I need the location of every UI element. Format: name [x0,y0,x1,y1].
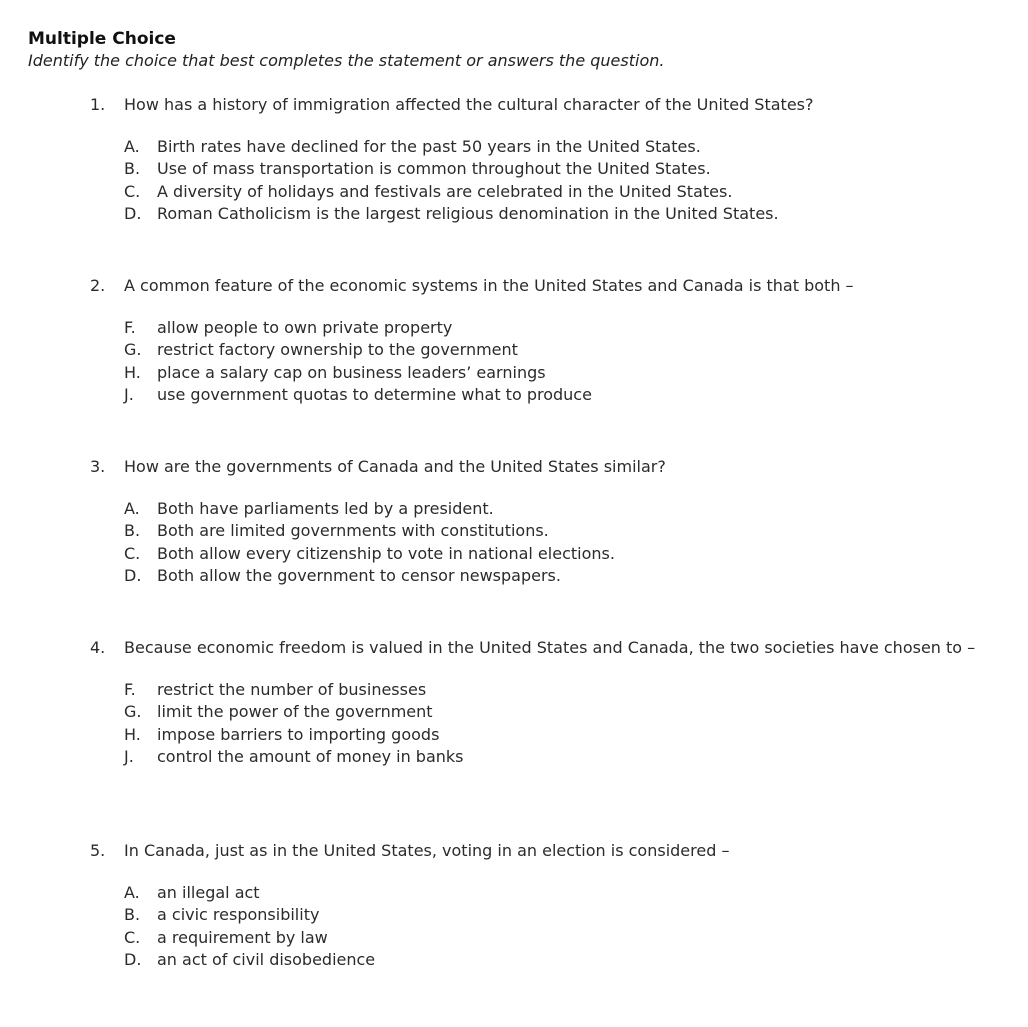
choice-h[interactable] [124,362,1000,384]
choice-letter: F. [124,318,136,337]
choice-letter: G. [124,340,142,360]
question-text: How has a history of immigration affected the cultural character of the United States? [124,95,814,114]
choice-text: Use of mass transportation is common throughout the United States. [157,159,711,179]
question-number: 2. [90,276,106,295]
choice-a[interactable] [124,882,1000,904]
question-4 [90,637,1000,768]
choice-text: control the amount of money in banks [157,746,464,766]
choice-d[interactable] [124,949,1000,971]
choice-letter: A. [124,499,140,518]
question-stem [90,94,1000,116]
section-title: Multiple Choice [28,29,176,49]
choice-text: Both have parliaments led by a president. [157,499,494,518]
choice-text: Birth rates have declined for the past 50 years in the United States. [157,137,701,156]
question-number: 4. [90,638,106,657]
choice-b[interactable] [124,158,1000,180]
choice-f[interactable] [124,317,1000,339]
choice-g[interactable] [124,339,1000,361]
choice-d[interactable] [124,565,1000,587]
question-5 [90,840,1000,971]
choice-letter: A. [124,883,140,902]
choice-j[interactable] [124,746,1000,768]
choice-letter: B. [124,159,141,179]
question-1 [90,94,1000,225]
choice-list [124,882,1000,971]
section-instructions: Identify the choice that best completes the statement or answers the question. [28,51,665,70]
choice-letter: D. [124,565,142,585]
choice-text: impose barriers to importing goods [157,724,440,744]
choice-b[interactable] [124,520,1000,542]
choice-text: Both allow the government to censor newspapers. [157,565,561,585]
choice-h[interactable] [124,724,1000,746]
choice-f[interactable] [124,679,1000,701]
choice-text: allow people to own private property [157,318,453,337]
question-number: 3. [90,457,106,476]
question-stem [90,637,1000,659]
choice-c[interactable] [124,543,1000,565]
choice-list [124,679,1000,768]
choice-letter: C. [124,181,141,201]
choice-a[interactable] [124,136,1000,158]
choice-letter: G. [124,702,142,722]
choice-letter: B. [124,905,141,925]
question-text: Because economic freedom is valued in the United States and Canada, the two societies have chosen to – [124,638,976,657]
choice-text: Roman Catholicism is the largest religious denomination in the United States. [157,203,779,223]
question-stem [90,840,1000,862]
choice-list [124,498,1000,587]
question-3 [90,456,1000,587]
question-2 [90,275,1000,406]
choice-text: an act of civil disobedience [157,949,376,969]
choice-text: a requirement by law [157,927,328,947]
choice-text: an illegal act [157,883,260,902]
choice-g[interactable] [124,701,1000,723]
question-text: In Canada, just as in the United States, voting in an election is considered – [124,841,730,860]
choice-c[interactable] [124,181,1000,203]
choice-text: restrict the number of businesses [157,680,427,699]
choice-list [124,317,1000,406]
choice-text: place a salary cap on business leaders’ earnings [157,362,546,382]
choice-letter: H. [124,362,141,382]
question-number: 5. [90,841,106,860]
section-header [28,28,664,72]
choice-c[interactable] [124,927,1000,949]
choice-a[interactable] [124,498,1000,520]
choice-text: Both allow every citizenship to vote in national elections. [157,543,615,563]
choice-letter: D. [124,949,142,969]
choice-letter: C. [124,927,141,947]
choice-letter: J. [124,384,134,404]
choice-letter: F. [124,680,136,699]
question-stem [90,275,1000,297]
choice-text: a civic responsibility [157,905,320,925]
choice-letter: A. [124,137,140,156]
question-stem [90,456,1000,478]
choice-d[interactable] [124,203,1000,225]
choice-text: Both are limited governments with constitutions. [157,521,549,541]
choice-letter: C. [124,543,141,563]
choice-j[interactable] [124,384,1000,406]
choice-text: A diversity of holidays and festivals are celebrated in the United States. [157,181,733,201]
choice-text: use government quotas to determine what to produce [157,384,592,404]
choice-list [124,136,1000,225]
question-text: A common feature of the economic systems in the United States and Canada is that both – [124,276,854,295]
choice-b[interactable] [124,904,1000,926]
question-text: How are the governments of Canada and the United States similar? [124,457,666,476]
choice-letter: B. [124,521,141,541]
choice-letter: J. [124,746,134,766]
choice-text: limit the power of the government [157,702,433,722]
question-number: 1. [90,95,106,114]
choice-letter: D. [124,203,142,223]
choice-letter: H. [124,724,141,744]
choice-text: restrict factory ownership to the government [157,340,518,360]
